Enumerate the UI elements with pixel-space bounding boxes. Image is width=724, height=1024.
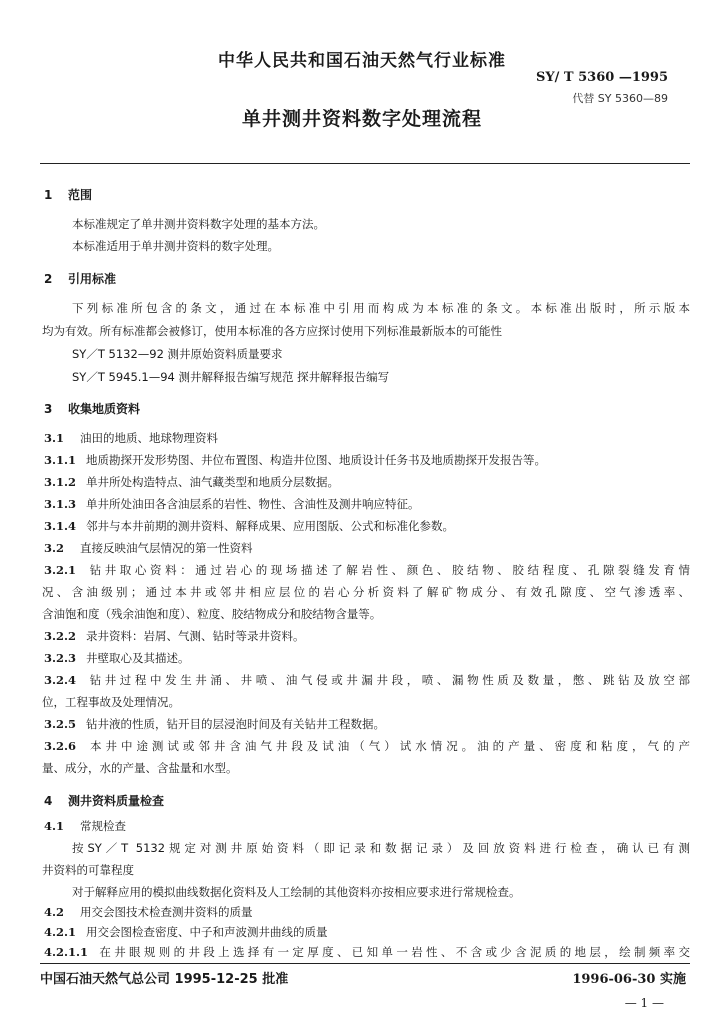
section-title: 范围 bbox=[68, 188, 93, 202]
replaces-standard: 代替 SY 5360—89 bbox=[572, 92, 668, 105]
section-heading-2 bbox=[44, 270, 116, 287]
section-title: 引用标准 bbox=[68, 272, 117, 286]
clause-3-1-2 bbox=[44, 474, 339, 490]
paragraph: 对于解释应用的模拟曲线数据化资料及人工绘制的其他资料亦按相应要求进行常规检查。 bbox=[72, 885, 521, 899]
paragraph: 均为有效。所有标准都会被修订，使用本标准的各方应探讨使用下列标准最新版本的可能性 bbox=[42, 324, 502, 338]
clause-text: 油田的地质、地球物理资料 bbox=[80, 431, 218, 445]
clause-text-continuation: 位，工程事故及处理情况。 bbox=[42, 695, 180, 709]
section-title: 收集地质资料 bbox=[68, 402, 141, 416]
paragraph: 井资料的可靠程度 bbox=[42, 863, 134, 877]
clause-text: 常规检查 bbox=[80, 819, 126, 833]
clause-text-continuation: 况、含油级别；通过本井或邻井相应层位的岩心分析资料了解矿物成分、有效孔隙度、空气渗透率、 bbox=[42, 585, 690, 599]
clause-number: 4.2.1.1 bbox=[44, 945, 89, 959]
clause-number: 4.2.1 bbox=[44, 925, 77, 939]
clause-number: 3.1.4 bbox=[44, 519, 77, 533]
document-title: 单井测井资料数字处理流程 bbox=[241, 108, 482, 130]
clause-3-2 bbox=[44, 540, 253, 556]
clause-number: 3.2.6 bbox=[44, 739, 77, 753]
clause-text: 用交会图检查密度、中子和声波测井曲线的质量 bbox=[86, 925, 328, 939]
section-title: 测井资料质量检查 bbox=[68, 794, 165, 808]
footer-divider bbox=[40, 963, 690, 964]
issuing-organization: 中华人民共和国石油天然气行业标准 bbox=[218, 51, 506, 71]
clause-3-1 bbox=[44, 430, 218, 446]
section-heading-1 bbox=[44, 186, 92, 203]
clause-text: 用交会图技术检查测井资料的质量 bbox=[80, 905, 253, 919]
clause-text: 本井中途测试或邻井含油气井段及试油（气）试水情况。油的产量、密度和粘度，气的产 bbox=[86, 739, 690, 753]
clause-text: 钻井液的性质，钻开目的层浸泡时间及有关钻井工程数据。 bbox=[86, 717, 385, 731]
clause-text: 直接反映油气层情况的第一性资料 bbox=[80, 541, 253, 555]
section-number: 2 bbox=[44, 272, 53, 286]
clause-3-2-4 bbox=[44, 672, 690, 688]
standard-number: SY/ T 5360 —1995 bbox=[535, 70, 668, 85]
clause-3-2-3 bbox=[44, 650, 190, 666]
clause-text: 钻井过程中发生井涌、井喷、油气侵或井漏井段，喷、漏物性质及数量，憋、跳钻及放空部 bbox=[86, 673, 690, 687]
paragraph: 按SY／T 5132规定对测井原始资料（即记录和数据记录）及回放资料进行检查，确认已有测 bbox=[72, 841, 690, 855]
clause-3-1-3 bbox=[44, 496, 420, 512]
page-number: — 1 — bbox=[624, 996, 664, 1010]
clause-number: 3.1.2 bbox=[44, 475, 77, 489]
clause-number: 3.1.1 bbox=[44, 453, 77, 467]
section-number: 4 bbox=[44, 794, 53, 808]
paragraph: 本标准适用于单井测井资料的数字处理。 bbox=[72, 239, 279, 253]
clause-text: 邻井与本井前期的测井资料、解释成果、应用图版、公式和标准化参数。 bbox=[86, 519, 454, 533]
clause-number: 3.1 bbox=[44, 431, 65, 445]
clause-text-continuation: 含油饱和度（残余油饱和度）、粒度、胶结物成分和胶结物含量等。 bbox=[42, 607, 382, 621]
clause-number: 3.1.3 bbox=[44, 497, 77, 511]
clause-3-2-2 bbox=[44, 628, 305, 644]
clause-number: 3.2.4 bbox=[44, 673, 77, 687]
clause-number: 3.2.5 bbox=[44, 717, 77, 731]
clause-text: 单井所处油田各含油层系的岩性、物性、含油性及测井响应特征。 bbox=[86, 497, 420, 511]
reference-item: SY／T 5132—92 测井原始资料质量要求 bbox=[72, 347, 283, 361]
clause-text: 单井所处构造特点、油气藏类型和地质分层数据。 bbox=[86, 475, 339, 489]
clause-text-continuation: 量、成分，水的产量、含盐量和水型。 bbox=[42, 761, 238, 775]
clause-number: 4.2 bbox=[44, 905, 65, 919]
clause-text: 钻井取心资料：通过岩心的现场描述了解岩性、颜色、胶结物、胶结程度、孔隙裂缝发育情 bbox=[86, 563, 690, 577]
paragraph: 本标准规定了单井测井资料数字处理的基本方法。 bbox=[72, 217, 325, 231]
clause-4-2-1 bbox=[44, 924, 328, 940]
section-number: 3 bbox=[44, 402, 53, 416]
clause-3-1-1 bbox=[44, 452, 546, 468]
approval-line: 中国石油天然气总公司 1995-12-25 批准 bbox=[40, 972, 289, 987]
section-heading-4 bbox=[44, 792, 164, 809]
clause-number: 3.2.2 bbox=[44, 629, 77, 643]
clause-4-2 bbox=[44, 904, 253, 920]
clause-number: 3.2.3 bbox=[44, 651, 77, 665]
clause-text: 录井资料：岩屑、气测、钻时等录井资料。 bbox=[86, 629, 305, 643]
section-heading-3 bbox=[44, 400, 140, 417]
clause-4-1 bbox=[44, 818, 126, 834]
clause-number: 4.1 bbox=[44, 819, 65, 833]
clause-4-2-1-1 bbox=[44, 944, 690, 960]
clause-number: 3.2.1 bbox=[44, 563, 77, 577]
clause-text: 在井眼规则的井段上选择有一定厚度、已知单一岩性、不含或少含泥质的地层，绘制频率交 bbox=[96, 945, 690, 959]
clause-number: 3.2 bbox=[44, 541, 65, 555]
header-divider bbox=[40, 163, 690, 164]
clause-3-2-5 bbox=[44, 716, 385, 732]
clause-3-1-4 bbox=[44, 518, 454, 534]
clause-text: 井壁取心及其描述。 bbox=[86, 651, 190, 665]
clause-3-2-1 bbox=[44, 562, 690, 578]
clause-text: 地质勘探开发形势图、井位布置图、构造井位图、地质设计任务书及地质勘探开发报告等。 bbox=[86, 453, 546, 467]
paragraph: 下列标准所包含的条文，通过在本标准中引用而构成为本标准的条文。本标准出版时，所示版本 bbox=[72, 301, 690, 315]
section-number: 1 bbox=[44, 188, 53, 202]
reference-item: SY／T 5945.1—94 测井解释报告编写规范 探井解释报告编写 bbox=[72, 370, 390, 384]
implementation-date: 1996-06-30 实施 bbox=[572, 972, 686, 987]
clause-3-2-6 bbox=[44, 738, 690, 754]
